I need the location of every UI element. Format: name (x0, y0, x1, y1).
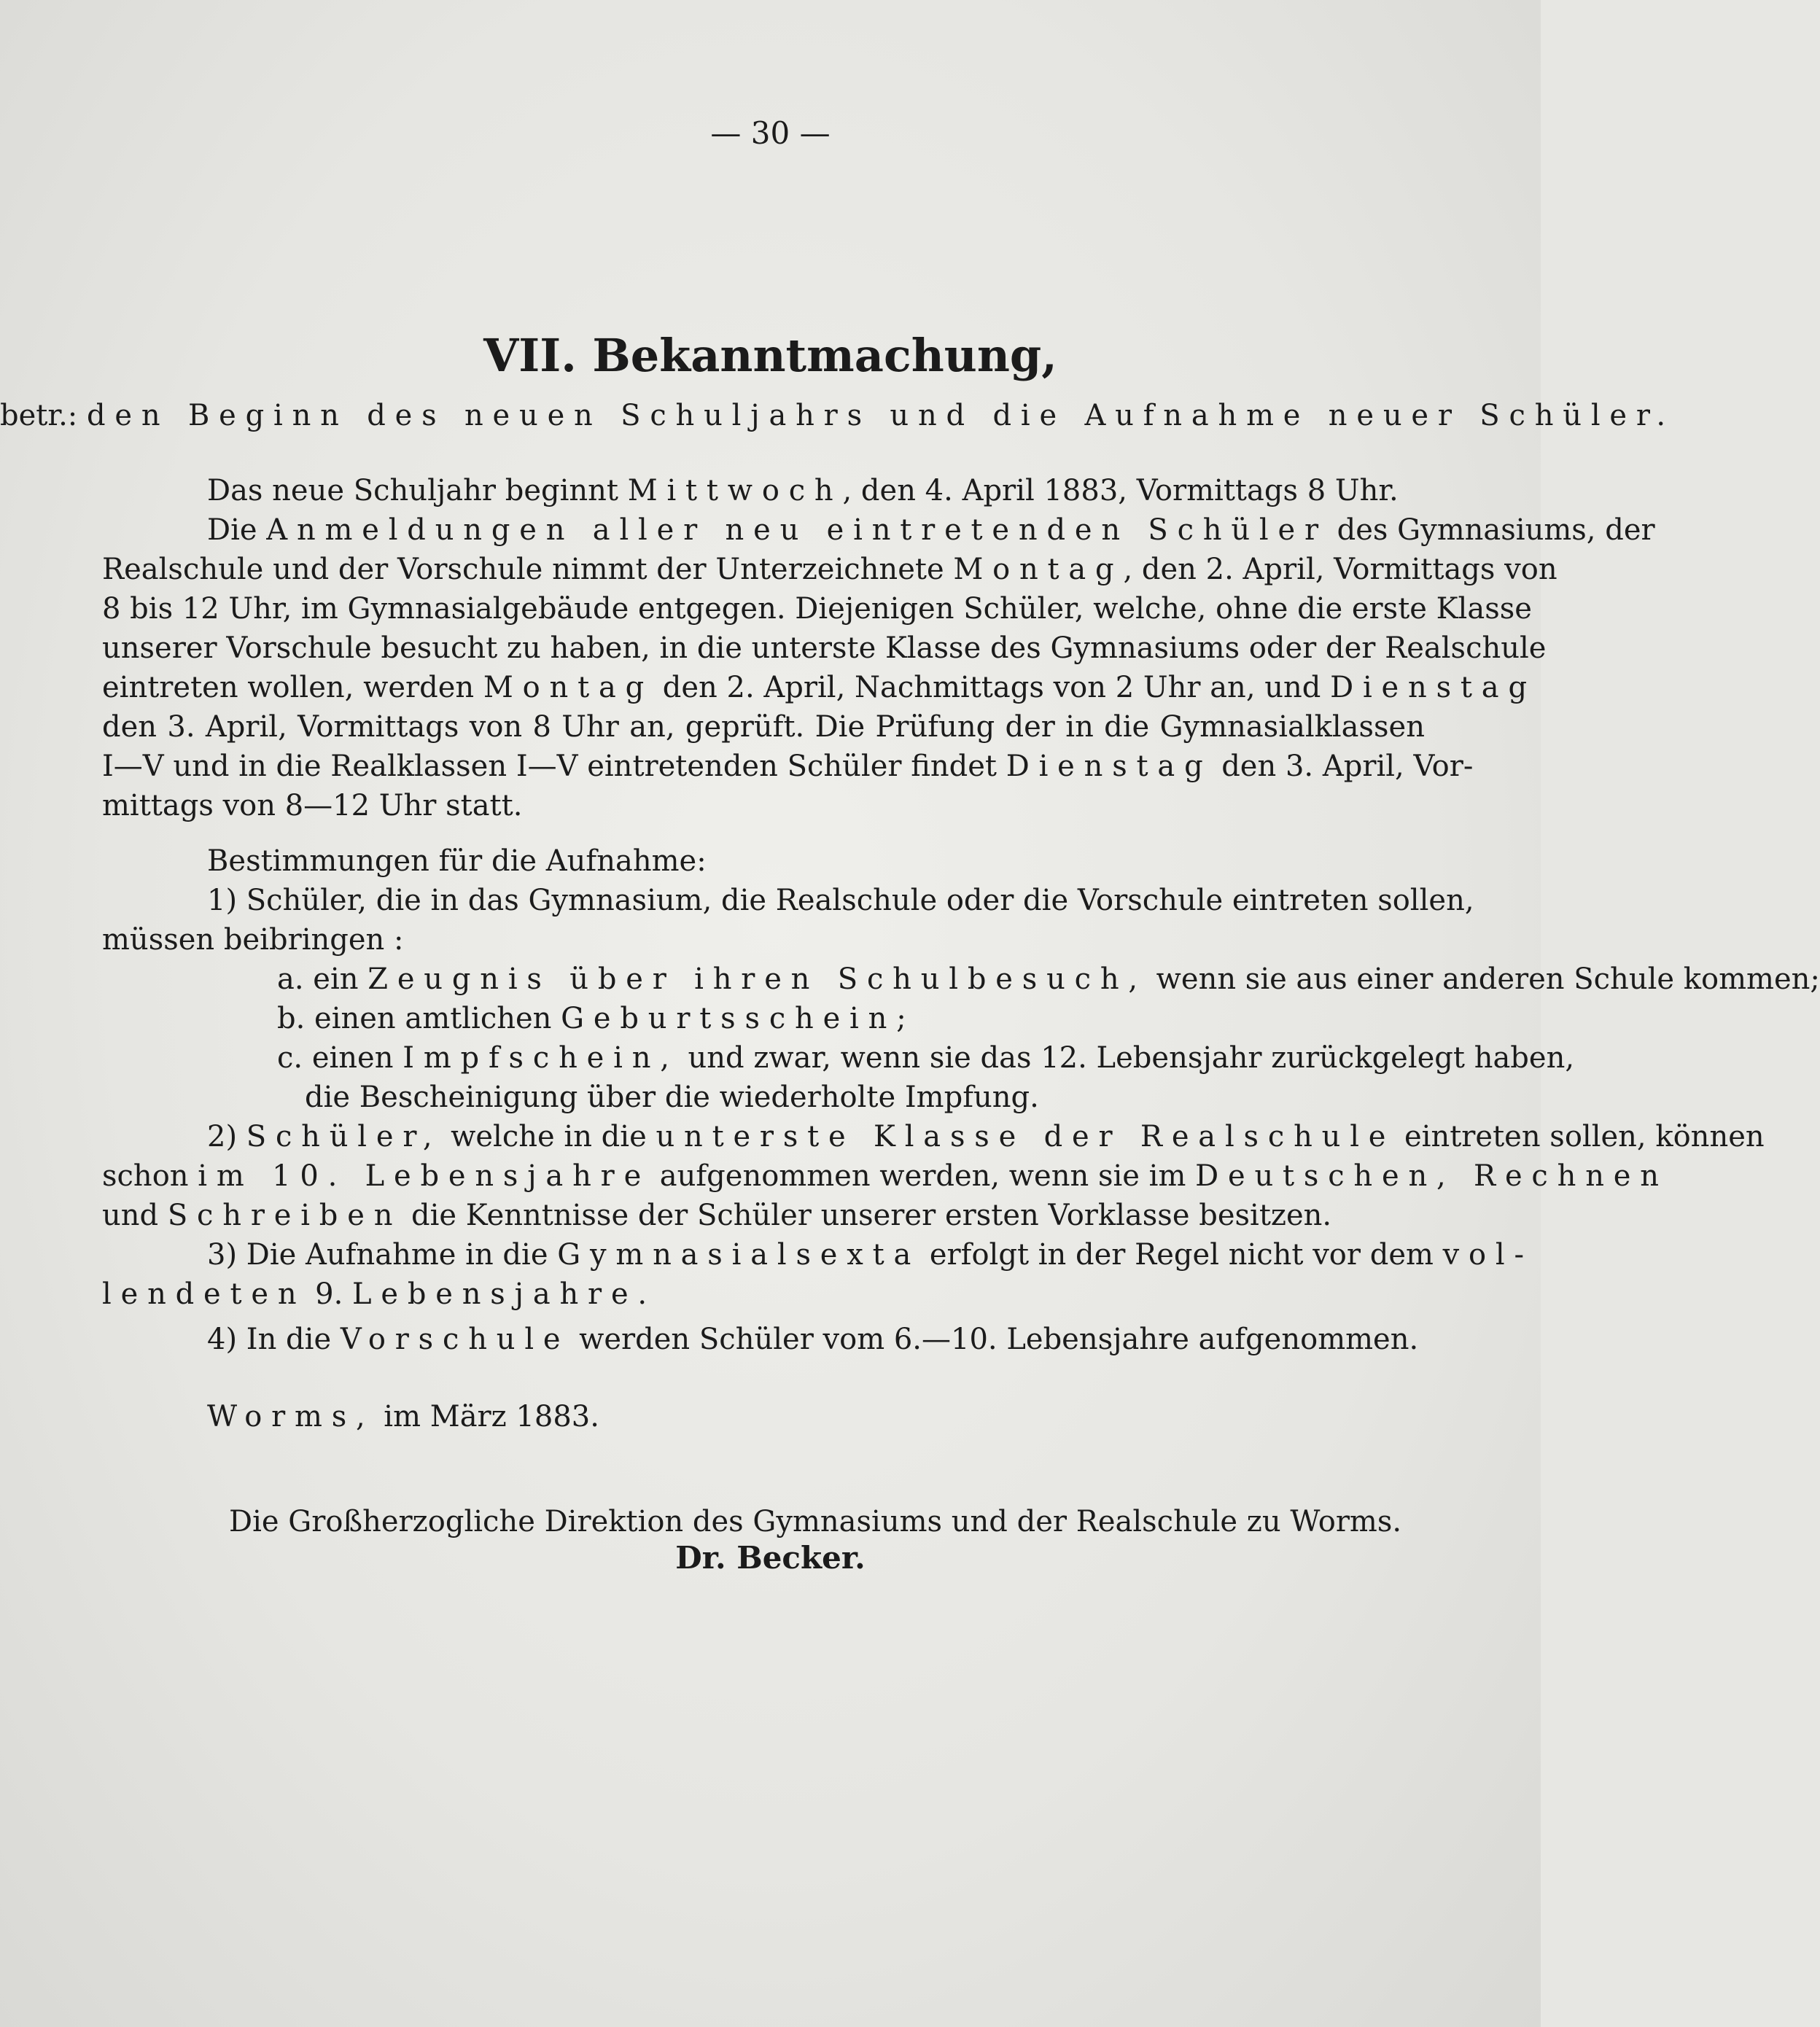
intro-pre: Das neue Schuljahr beginnt (207, 474, 618, 507)
rule-2-l3-spaced: Schreiben (167, 1199, 402, 1232)
rule-2-spaced1: Schüler, (246, 1120, 442, 1153)
registration-line-2 (102, 551, 1558, 588)
rule-4-spaced: Vorschule (340, 1323, 570, 1356)
rule-4-post: werden Schüler vom 6.—10. Lebensjahre aufgenommen. (579, 1323, 1419, 1356)
rule-1-item-b (277, 1000, 915, 1037)
registration-line-7 (102, 748, 1474, 785)
subject-prefix: betr.: (0, 399, 78, 432)
rule-1a-post: wenn sie aus einer anderen Schule kommen; (1156, 962, 1820, 996)
registration-l5-day1: Montag (483, 671, 654, 704)
registration-l2-day: Montag (953, 553, 1124, 586)
rule-1c-post: und zwar, wenn sie das 12. Lebensjahr zurückgelegt haben, (688, 1041, 1575, 1075)
rule-3-spaced2: vol- (1442, 1238, 1533, 1272)
registration-l7-day: Dienstag (1006, 750, 1213, 783)
intro-paragraph (207, 472, 1399, 509)
registration-line-6: den 3. April, Vormittags von 8 Uhr an, geprüft. Die Prüfung der in die Gymnasialklassen (102, 710, 1425, 744)
rule-3-l2-spaced2: Lebensjahre. (352, 1277, 656, 1311)
registration-l2-pre: Realschule und der Vorschule nimmt der Unterzeichnete (102, 553, 944, 586)
signature: Dr. Becker. (675, 1540, 866, 1576)
page-number: — 30 — (710, 115, 831, 151)
rule-3-l2-post: 9. (315, 1277, 343, 1311)
rule-2-l2-pre: schon (102, 1159, 189, 1193)
announcement-subject (0, 397, 1675, 434)
registration-l1-post: des Gymnasiums, der (1337, 513, 1655, 547)
rule-1-item-c (277, 1040, 1575, 1076)
rule-1-line-1: 1) Schüler, die in das Gymnasium, die Realschule oder die Vorschule eintreten sollen, (207, 884, 1474, 917)
rule-2-l2-spaced2: Deutschen, Rechnen (1195, 1159, 1668, 1193)
rule-2-l3-post: die Kenntnisse der Schüler unserer ersten Vorklasse besitzen. (411, 1199, 1332, 1232)
rule-2-line-2 (102, 1158, 1668, 1194)
rule-2-line-1 (207, 1118, 1765, 1155)
registration-line-4: unserer Vorschule besucht zu haben, in die unterste Klasse des Gymnasiums oder der Realschule (102, 631, 1547, 665)
place-date (207, 1398, 599, 1435)
rule-1c-pre: c. einen (277, 1041, 394, 1075)
registration-l5-day2: Dienstag (1330, 671, 1536, 704)
registration-line-5 (102, 669, 1536, 706)
subject-text: den Beginn des neuen Schuljahrs und die Aufnahme neuer Schüler. (87, 399, 1675, 432)
registration-l7-post: den 3. April, Vor- (1221, 750, 1474, 783)
rule-1a-spaced: Zeugnis über ihren Schulbesuch, (368, 962, 1147, 996)
registration-line-3: 8 bis 12 Uhr, im Gymnasialgebäude entgegen. Diejenigen Schüler, welche, ohne die erste Klasse (102, 592, 1532, 626)
registration-l2-post: , den 2. April, Vormittags von (1123, 553, 1558, 586)
rule-1a-pre: a. ein (277, 962, 359, 996)
rule-4 (207, 1321, 1418, 1358)
rule-3-mid: erfolgt in der Regel nicht vor dem (929, 1238, 1434, 1272)
place: Worms, (207, 1400, 375, 1433)
rule-1b-pre: b. einen amtlichen (277, 1002, 552, 1035)
rule-2-post: eintreten sollen, können (1404, 1120, 1765, 1153)
rule-3-l2-spaced: lendeten (102, 1277, 306, 1311)
rule-1-line-2: müssen beibringen : (102, 923, 404, 957)
rule-3-pre: 3) Die Aufnahme in die (207, 1238, 548, 1272)
rule-3-spaced1: Gymnasialsexta (557, 1238, 921, 1272)
rule-1-item-a (277, 961, 1820, 997)
rule-1c-spaced: Impfschein, (402, 1041, 679, 1075)
intro-post: , den 4. April 1883, Vormittags 8 Uhr. (842, 474, 1399, 507)
registration-l5-mid: den 2. April, Nachmittags von 2 Uhr an, und (662, 671, 1321, 704)
rule-2-l2-spaced1: im 10. Lebensjahre (198, 1159, 651, 1193)
rule-1-item-c-cont: die Bescheinigung über die wiederholte Impfung. (305, 1081, 1039, 1114)
rule-3-line-2 (102, 1276, 656, 1312)
rule-2-line-3 (102, 1197, 1331, 1234)
issuing-authority: Die Großherzogliche Direktion des Gymnasiums und der Realschule zu Worms. (229, 1505, 1402, 1538)
rule-3-line-1 (207, 1237, 1533, 1273)
registration-l1-spaced: Anmeldungen aller neu eintretenden Schüler (266, 513, 1328, 547)
date: im März 1883. (384, 1400, 599, 1433)
registration-l7-pre: I—V und in die Realklassen I—V eintretenden Schüler findet (102, 750, 997, 783)
announcement-heading: VII. Bekanntmachung, (483, 329, 1057, 382)
registration-line-1 (207, 512, 1655, 548)
rule-2-spaced2: unterste Klasse der Realschule (656, 1120, 1396, 1153)
rule-2-mid1: welche in die (451, 1120, 647, 1153)
rules-title: Bestimmungen für die Aufnahme: (207, 844, 707, 878)
registration-line-8: mittags von 8—12 Uhr statt. (102, 789, 523, 822)
rule-2-l3-pre: und (102, 1199, 159, 1232)
rule-2-l2-mid: aufgenommen werden, wenn sie im (659, 1159, 1186, 1193)
registration-l5-pre: eintreten wollen, werden (102, 671, 475, 704)
intro-day: Mittwoch (627, 474, 843, 507)
rule-4-pre: 4) In die (207, 1323, 332, 1356)
registration-l1-pre: Die (207, 513, 257, 547)
rule-2-pre: 2) (207, 1120, 238, 1153)
rule-1b-spaced: Geburtsschein; (561, 1002, 916, 1035)
